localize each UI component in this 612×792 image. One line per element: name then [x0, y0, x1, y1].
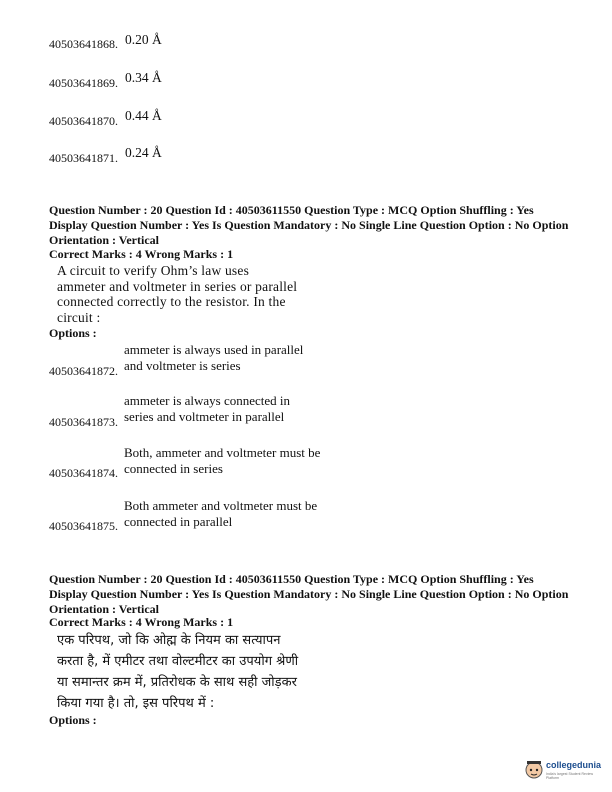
header-line: Orientation : Vertical: [49, 602, 159, 616]
options-label: Options :: [49, 326, 97, 340]
option-line: series and voltmeter in parallel: [124, 409, 285, 424]
header-line: Question Number : 20 Question Id : 40503611550 Question Type : MCQ Option Shuffling : Yes: [49, 203, 534, 217]
option-id: 40503641872.: [49, 364, 118, 378]
question-line: A circuit to verify Ohm’s law uses: [57, 263, 250, 278]
mascot-icon: [524, 758, 544, 780]
option-value: 0.34 Å: [125, 70, 162, 85]
option-id: 40503641874.: [49, 466, 118, 480]
option-line: Both, ammeter and voltmeter must be: [124, 445, 321, 460]
question-text: [57, 630, 298, 714]
option-id: 40503641869.: [49, 76, 118, 90]
header-line: Display Question Number : Yes Is Question Mandatory : No Single Line Question Option : No Option: [49, 218, 569, 232]
question-line: एक परिपथ, जो कि ओह्म के नियम का सत्यापन: [57, 633, 281, 648]
option-id: 40503641868.: [49, 37, 118, 51]
question-line: या समान्तर क्रम में, प्रतिरोधक के साथ सही जोड़कर: [57, 675, 297, 690]
option-id: 40503641870.: [49, 114, 118, 128]
marks-line: Correct Marks : 4 Wrong Marks : 1: [49, 615, 234, 629]
option-text: [124, 393, 290, 425]
option-line: and voltmeter is series: [124, 358, 241, 373]
question-line: circuit :: [57, 309, 101, 325]
option-id: 40503641873.: [49, 415, 118, 429]
option-id: 40503641875.: [49, 519, 118, 533]
option-id: 40503641871.: [49, 151, 118, 165]
option-line: connected in parallel: [124, 514, 233, 529]
option-line: ammeter is always used in parallel: [124, 342, 304, 357]
question-text: [57, 263, 297, 325]
question-line: किया गया है। तो, इस परिपथ में :: [57, 696, 215, 711]
header-line: Orientation : Vertical: [49, 233, 159, 247]
option-line: Both ammeter and voltmeter must be: [124, 498, 318, 513]
question-line: ammeter and voltmeter in series or parallel: [57, 278, 298, 294]
option-value: 0.20 Å: [125, 32, 162, 47]
question-line: connected correctly to the resistor. In the: [57, 294, 286, 309]
header-line: Question Number : 20 Question Id : 40503611550 Question Type : MCQ Option Shuffling : Yes: [49, 572, 534, 586]
option-text: [124, 342, 303, 374]
option-line: connected in series: [124, 461, 223, 476]
header-line: Display Question Number : Yes Is Question Mandatory : No Single Line Question Option : No Option: [49, 587, 569, 601]
option-text: [124, 445, 320, 477]
question-header: [49, 203, 568, 248]
question-header: [49, 572, 568, 617]
brand-tagline: India's largest Student Review Platform: [546, 772, 593, 780]
option-value: 0.24 Å: [125, 145, 162, 160]
question-line: करता है, में एमीटर तथा वोल्टमीटर का उपयोग श्रेणी: [57, 654, 299, 669]
option-text: [124, 498, 317, 530]
collegedunia-logo: [524, 758, 604, 782]
marks-line: Correct Marks : 4 Wrong Marks : 1: [49, 247, 234, 261]
brand-name: collegedunia: [546, 760, 602, 770]
options-label: Options :: [49, 713, 97, 727]
option-line: ammeter is always connected in: [124, 393, 291, 408]
option-value: 0.44 Å: [125, 108, 162, 123]
